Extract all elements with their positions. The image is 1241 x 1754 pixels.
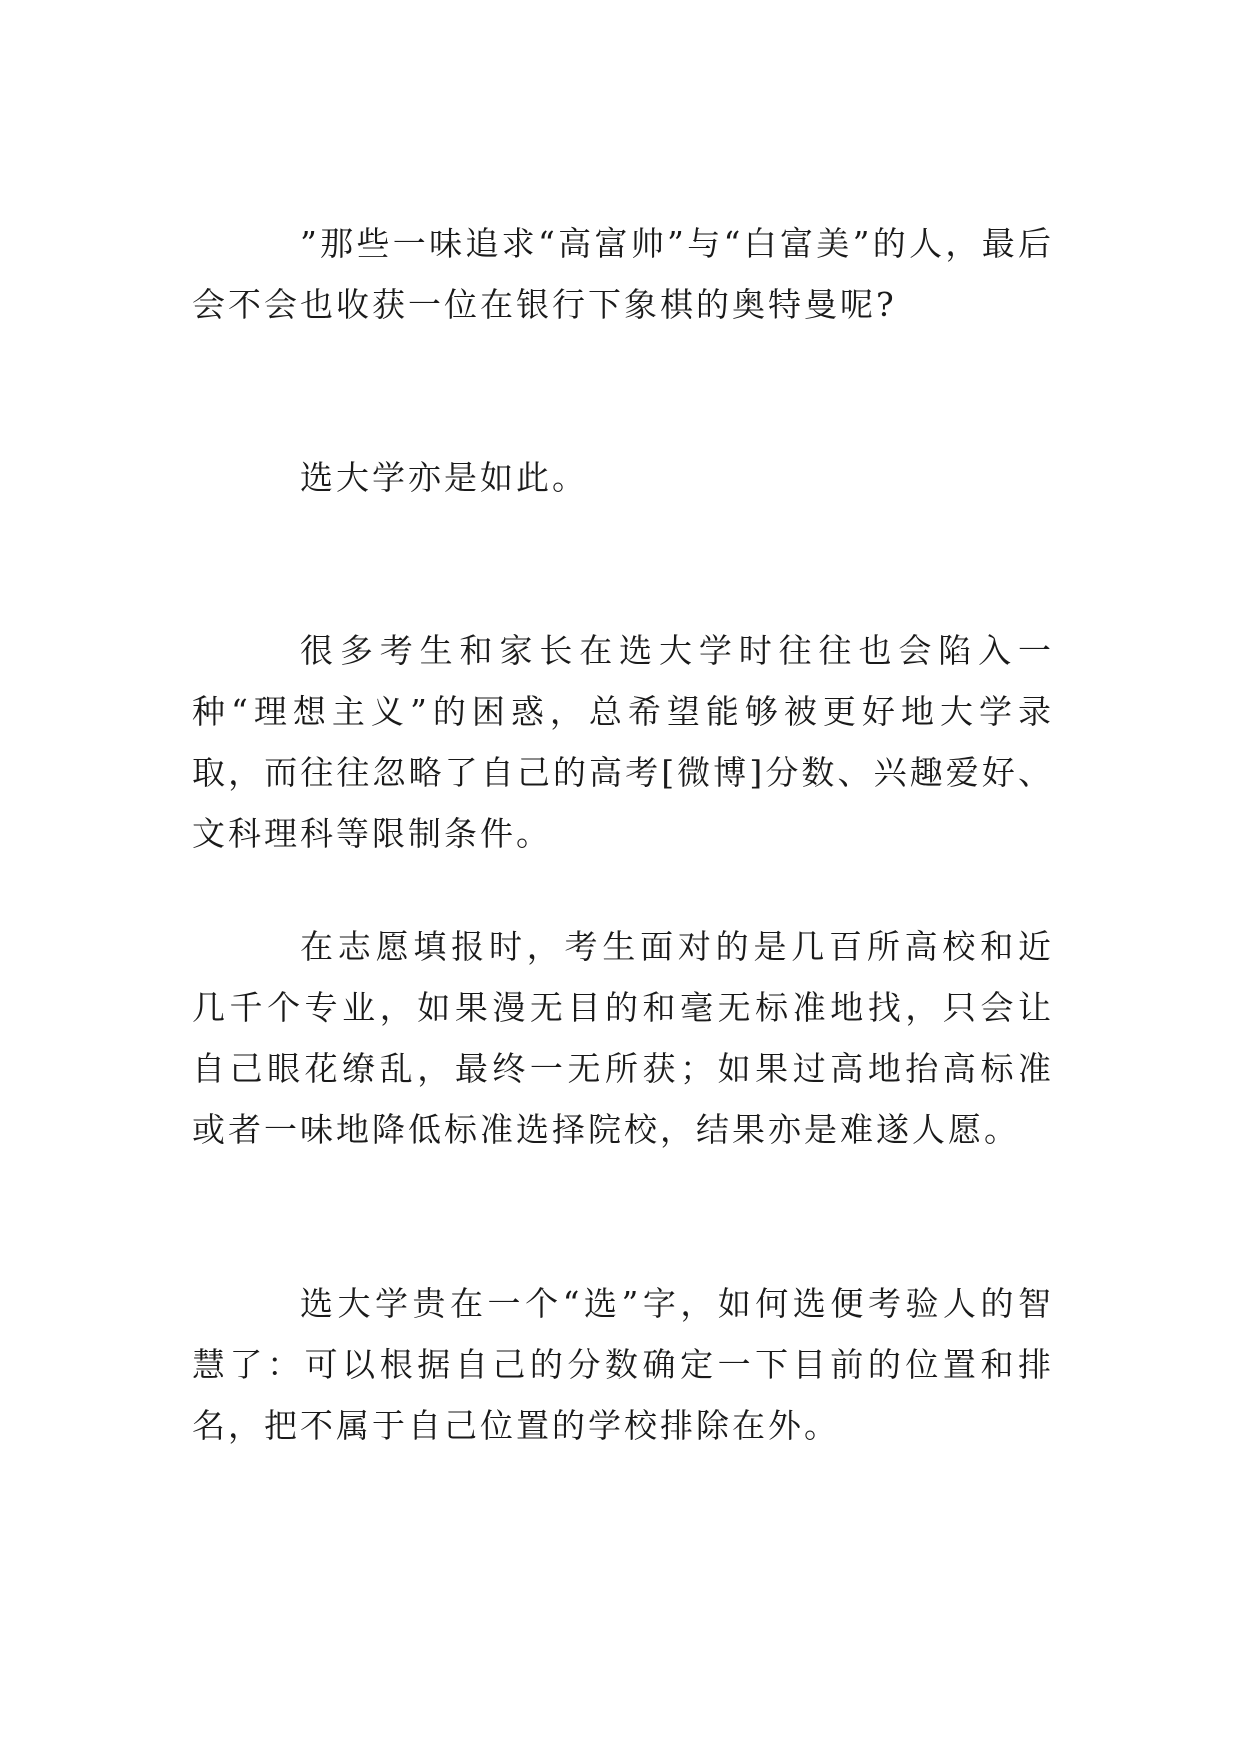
paragraph-5: 选大学贵在一个“选”字，如何选便考验人的智慧了：可以根据自己的分数确定一下目前的位置和排名，把不属于自己位置的学校排除在外。 xyxy=(192,1284,1054,1445)
paragraph-3: 很多考生和家长在选大学时往往也会陷入一种“理想主义”的困惑，总希望能够被更好地大学录取，而往往忽略了自己的高考[微博]分数、兴趣爱好、文科理科等限制条件。 xyxy=(192,631,1054,853)
paragraph-1: ”那些一味追求“高富帅”与“白富美”的人，最后会不会也收获一位在银行下象棋的奥特曼呢? xyxy=(192,224,1054,324)
paragraph-2: 选大学亦是如此。 xyxy=(300,458,588,497)
paragraph-4: 在志愿填报时，考生面对的是几百所高校和近几千个专业，如果漫无目的和毫无标准地找，只会让自己眼花缭乱，最终一无所获；如果过高地抬高标准或者一味地降低标准选择院校，结果亦是难遂人愿。 xyxy=(192,927,1054,1149)
